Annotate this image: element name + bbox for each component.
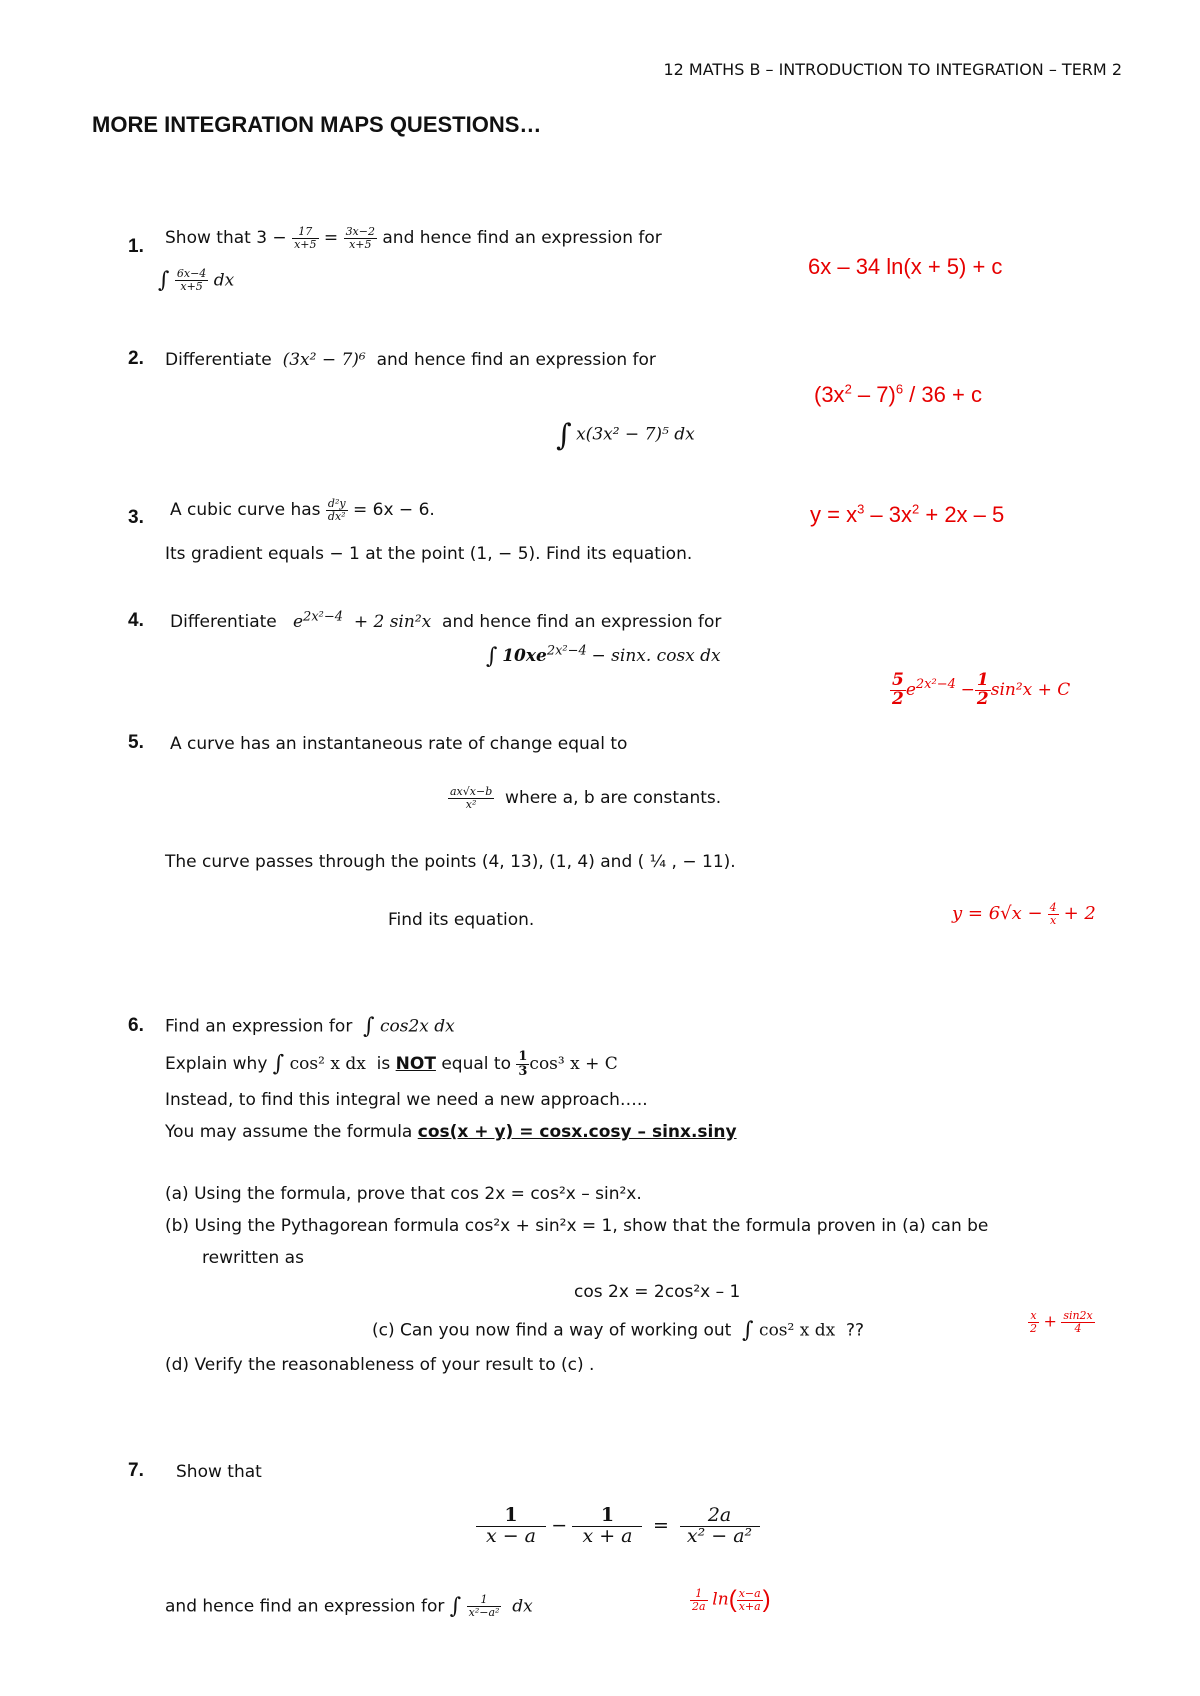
question-1-line1: Show that 3 − $\frac{17}{x+5}$ = $\frac{3x-2}{x+5}$ and hence find an expression for bbox=[165, 225, 662, 251]
question-4-integral: ∫ $10xe^{2x^2-4} - \sin x$. cosx dx bbox=[486, 643, 721, 669]
question-6-answer: $\frac{x}{2}$ + $\frac{\sin 2x}{4}$ bbox=[1030, 1309, 1093, 1335]
question-6-line1: Find an expression for ∫ cos2x dx bbox=[165, 1014, 455, 1039]
question-6-part-b: (b) Using the Pythagorean formula cos²x + sin²x = 1, show that the formula proven in (a) can be bbox=[165, 1216, 989, 1236]
question-7-number: 7. bbox=[128, 1460, 144, 1481]
question-5-answer: y = 6√x − $\frac{4}{x}$ + 2 bbox=[952, 901, 1096, 927]
question-1-answer: 6x – 34 ln(x + 5) + c bbox=[808, 254, 1003, 279]
question-1-integral: ∫ $\frac{6x-4}{x+5}$ dx bbox=[158, 267, 235, 293]
question-7-hence: and hence find an expression for ∫ $\frac{1}{\text{x²−a²}}$ dx bbox=[165, 1593, 533, 1619]
question-5-points: The curve passes through the points (4, 13), (1, 4) and ( ¼ , − 11). bbox=[165, 852, 736, 872]
question-6-part-b-formula: cos 2x = 2cos²x – 1 bbox=[574, 1282, 741, 1302]
question-6-part-d: (d) Verify the reasonableness of your result to (c) . bbox=[165, 1355, 595, 1375]
question-2-number: 2. bbox=[128, 348, 144, 369]
question-5-fraction-line: $\frac{ax√x-b}{\text{x²}}$ where a, b are constants. bbox=[450, 785, 722, 811]
question-7-answer: $\frac{1}{2a}$ ln( $\frac{x-a}{x+a}$ ) bbox=[692, 1586, 771, 1613]
question-4-number: 4. bbox=[128, 610, 144, 631]
question-6-number: 6. bbox=[128, 1015, 144, 1036]
page-header: 12 MATHS B – INTRODUCTION TO INTEGRATION – TERM 2 bbox=[663, 60, 1122, 79]
question-7-identity: $\frac{1}{x - a}$ − $\frac{1}{x + a}$ = $\frac{2a}{\text{x² − a²}}$ bbox=[476, 1506, 760, 1547]
question-2-integral: ∫ x(3x² − 7)⁵ dx bbox=[556, 418, 695, 453]
question-4-answer: $\frac{5}{2}$ $e^{2x^2-4}$ − $\frac{1}{2}$ sin²x + C bbox=[892, 670, 1071, 709]
question-5-number: 5. bbox=[128, 732, 144, 753]
question-2-answer: $(3x^2 - 7)^6 / 36 + c$ bbox=[814, 381, 982, 407]
question-3-number: 3. bbox=[128, 507, 144, 528]
question-6-line3: Instead, to find this integral we need a new approach….. bbox=[165, 1090, 648, 1110]
question-3-line1: A cubic curve has $\frac{\text{d²y}}{\text{dx²}}$ = 6x − 6. bbox=[170, 497, 435, 523]
question-5-line1: A curve has an instantaneous rate of change equal to bbox=[170, 734, 628, 754]
page-title: MORE INTEGRATION MAPS QUESTIONS… bbox=[92, 112, 542, 137]
question-3-answer: $y = x^3 - 3x^2 + 2x - 5$ bbox=[810, 501, 1005, 527]
question-6-part-a: (a) Using the formula, prove that cos 2x = cos²x – sin²x. bbox=[165, 1184, 642, 1204]
question-4-line1: Differentiate $e^{2x^2-4} + 2$ sin²x and hence find an expression for bbox=[170, 609, 722, 632]
question-1-number: 1. bbox=[128, 236, 144, 257]
q1-fraction-17: $\frac{17}{x+5}$ bbox=[294, 225, 317, 251]
question-6-line4: You may assume the formula cos(x + y) = cosx.cosy – sinx.siny bbox=[165, 1122, 737, 1142]
question-6-part-b-line2: rewritten as bbox=[202, 1248, 304, 1268]
q1-fraction-3x: $\frac{3x-2}{x+5}$ bbox=[345, 225, 375, 251]
question-7-show: Show that bbox=[176, 1462, 262, 1482]
question-2-line1: Differentiate (3x² − 7)⁶ and hence find an expression for bbox=[165, 350, 656, 370]
question-5-find: Find its equation. bbox=[388, 910, 535, 930]
question-6-line2: Explain why ∫ cos² x dx is NOT equal to $\frac{1}{3}$ cos³ x + C bbox=[165, 1049, 618, 1079]
question-3-line2: Its gradient equals − 1 at the point (1, − 5). Find its equation. bbox=[165, 544, 693, 564]
question-6-part-c: (c) Can you now find a way of working out ∫ cos² x dx ?? bbox=[372, 1318, 865, 1343]
